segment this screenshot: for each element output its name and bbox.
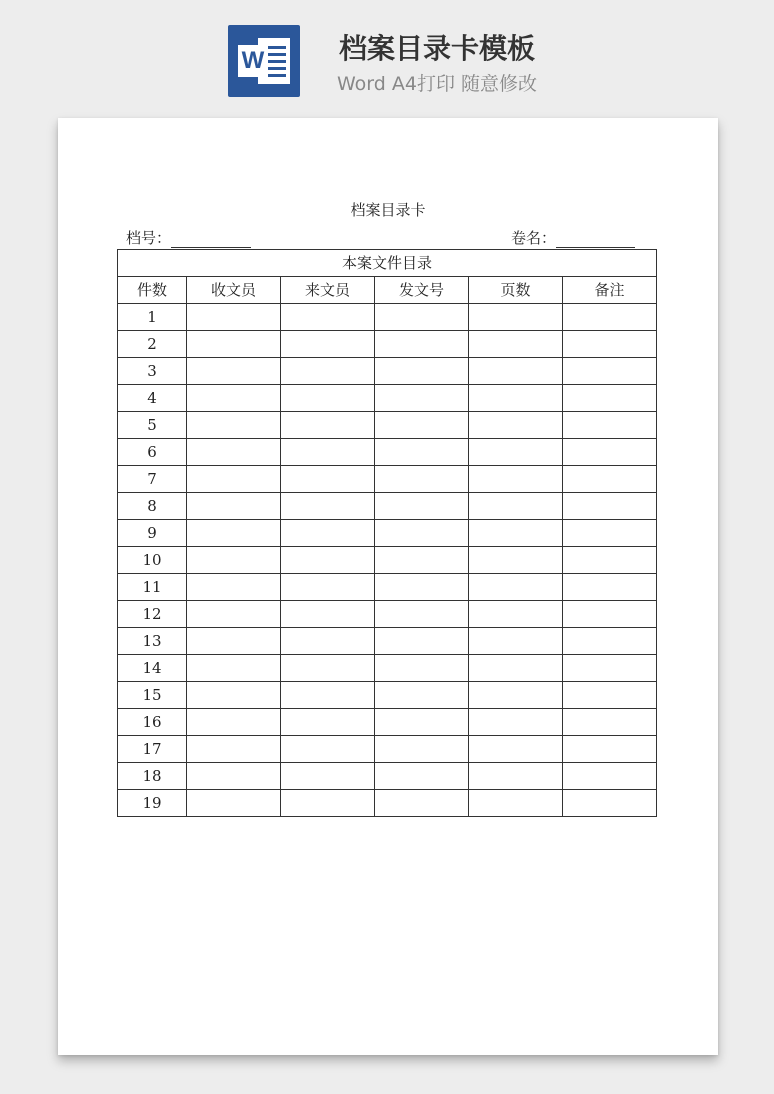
empty-cell[interactable]	[563, 439, 657, 466]
empty-cell[interactable]	[187, 358, 281, 385]
row-number-cell: 10	[118, 547, 187, 574]
empty-cell[interactable]	[375, 385, 469, 412]
empty-cell[interactable]	[281, 709, 375, 736]
empty-cell[interactable]	[563, 601, 657, 628]
row-number-cell: 18	[118, 763, 187, 790]
empty-cell[interactable]	[469, 331, 563, 358]
empty-cell[interactable]	[187, 385, 281, 412]
empty-cell[interactable]	[469, 709, 563, 736]
header-pages: 页数	[469, 277, 563, 304]
empty-cell[interactable]	[375, 547, 469, 574]
empty-cell[interactable]	[469, 385, 563, 412]
row-number-cell: 16	[118, 709, 187, 736]
table-row	[118, 520, 657, 547]
word-letter-icon: W	[238, 45, 268, 77]
empty-cell[interactable]	[375, 709, 469, 736]
row-number-cell: 17	[118, 736, 187, 763]
empty-cell[interactable]	[281, 304, 375, 331]
empty-cell[interactable]	[187, 574, 281, 601]
table-header-row	[118, 277, 657, 304]
empty-cell[interactable]	[281, 331, 375, 358]
table-row	[118, 385, 657, 412]
empty-cell[interactable]	[375, 304, 469, 331]
empty-cell[interactable]	[375, 439, 469, 466]
row-number-cell: 7	[118, 466, 187, 493]
row-number-cell: 5	[118, 412, 187, 439]
empty-cell[interactable]	[187, 493, 281, 520]
table-row	[118, 493, 657, 520]
table-caption: 本案文件目录	[118, 250, 657, 277]
document-page	[58, 118, 718, 1055]
empty-cell[interactable]	[469, 412, 563, 439]
header-receiver: 收文员	[187, 277, 281, 304]
empty-cell[interactable]	[375, 358, 469, 385]
empty-cell[interactable]	[187, 790, 281, 817]
header-count: 件数	[118, 277, 187, 304]
empty-cell[interactable]	[563, 763, 657, 790]
row-number-cell: 4	[118, 385, 187, 412]
empty-cell[interactable]	[469, 574, 563, 601]
file-number-blank	[171, 231, 251, 248]
empty-cell[interactable]	[187, 547, 281, 574]
header-remarks: 备注	[563, 277, 657, 304]
empty-cell[interactable]	[563, 466, 657, 493]
empty-cell[interactable]	[187, 439, 281, 466]
row-number-cell: 3	[118, 358, 187, 385]
empty-cell[interactable]	[375, 493, 469, 520]
empty-cell[interactable]	[469, 790, 563, 817]
empty-cell[interactable]	[469, 520, 563, 547]
table-row	[118, 736, 657, 763]
table-row	[118, 331, 657, 358]
template-title: 档案目录卡模板	[338, 32, 535, 65]
empty-cell[interactable]	[375, 331, 469, 358]
empty-cell[interactable]	[563, 412, 657, 439]
empty-cell[interactable]	[187, 628, 281, 655]
empty-cell[interactable]	[563, 682, 657, 709]
empty-cell[interactable]	[187, 736, 281, 763]
card-title: 档案目录卡	[350, 201, 426, 219]
empty-cell[interactable]	[563, 655, 657, 682]
header-sender: 来文员	[281, 277, 375, 304]
row-number-cell: 6	[118, 439, 187, 466]
empty-cell[interactable]	[469, 304, 563, 331]
table-row	[118, 439, 657, 466]
file-number-label: 档号：	[126, 229, 172, 247]
row-number-cell: 14	[118, 655, 187, 682]
file-number-field	[126, 228, 251, 248]
empty-cell[interactable]	[469, 628, 563, 655]
empty-cell[interactable]	[563, 547, 657, 574]
table-row	[118, 763, 657, 790]
empty-cell[interactable]	[469, 547, 563, 574]
row-number-cell: 9	[118, 520, 187, 547]
empty-cell[interactable]	[375, 412, 469, 439]
word-app-icon	[228, 25, 300, 97]
empty-cell[interactable]	[187, 304, 281, 331]
empty-cell[interactable]	[563, 736, 657, 763]
empty-cell[interactable]	[563, 628, 657, 655]
empty-cell[interactable]	[281, 547, 375, 574]
empty-cell[interactable]	[187, 682, 281, 709]
empty-cell[interactable]	[375, 466, 469, 493]
empty-cell[interactable]	[563, 709, 657, 736]
empty-cell[interactable]	[375, 763, 469, 790]
empty-cell[interactable]	[281, 763, 375, 790]
table-row	[118, 412, 657, 439]
volume-name-label: 卷名：	[511, 229, 557, 247]
row-number-cell: 8	[118, 493, 187, 520]
table-row	[118, 574, 657, 601]
row-number-cell: 19	[118, 790, 187, 817]
empty-cell[interactable]	[281, 790, 375, 817]
empty-cell[interactable]	[469, 763, 563, 790]
empty-cell[interactable]	[281, 466, 375, 493]
empty-cell[interactable]	[187, 466, 281, 493]
empty-cell[interactable]	[375, 520, 469, 547]
template-subtitle: Word A4打印 随意修改	[336, 73, 537, 95]
empty-cell[interactable]	[563, 304, 657, 331]
empty-cell[interactable]	[375, 736, 469, 763]
empty-cell[interactable]	[187, 331, 281, 358]
table-row	[118, 790, 657, 817]
table-row	[118, 655, 657, 682]
empty-cell[interactable]	[187, 763, 281, 790]
empty-cell[interactable]	[563, 520, 657, 547]
empty-cell[interactable]	[281, 358, 375, 385]
empty-cell[interactable]	[187, 412, 281, 439]
empty-cell[interactable]	[281, 574, 375, 601]
empty-cell[interactable]	[375, 574, 469, 601]
empty-cell[interactable]	[281, 520, 375, 547]
empty-cell[interactable]	[563, 574, 657, 601]
empty-cell[interactable]	[281, 493, 375, 520]
table-row	[118, 628, 657, 655]
empty-cell[interactable]	[187, 655, 281, 682]
table-row	[118, 547, 657, 574]
empty-cell[interactable]	[469, 466, 563, 493]
empty-cell[interactable]	[187, 520, 281, 547]
empty-cell[interactable]	[281, 628, 375, 655]
table-row	[118, 358, 657, 385]
empty-cell[interactable]	[469, 601, 563, 628]
empty-cell[interactable]	[281, 736, 375, 763]
empty-cell[interactable]	[187, 601, 281, 628]
empty-cell[interactable]	[375, 790, 469, 817]
row-number-cell: 1	[118, 304, 187, 331]
empty-cell[interactable]	[563, 493, 657, 520]
table-row	[118, 709, 657, 736]
row-number-cell: 15	[118, 682, 187, 709]
row-number-cell: 13	[118, 628, 187, 655]
empty-cell[interactable]	[281, 601, 375, 628]
table-row	[118, 601, 657, 628]
row-number-cell: 2	[118, 331, 187, 358]
empty-cell[interactable]	[563, 331, 657, 358]
empty-cell[interactable]	[375, 655, 469, 682]
empty-cell[interactable]	[281, 412, 375, 439]
table-row	[118, 682, 657, 709]
volume-name-field	[511, 228, 635, 248]
empty-cell[interactable]	[469, 736, 563, 763]
empty-cell[interactable]	[469, 493, 563, 520]
empty-cell[interactable]	[281, 385, 375, 412]
empty-cell[interactable]	[469, 358, 563, 385]
header-doc-number: 发文号	[375, 277, 469, 304]
volume-name-blank	[556, 231, 635, 248]
catalog-table	[117, 249, 657, 817]
empty-cell[interactable]	[375, 601, 469, 628]
row-number-cell: 12	[118, 601, 187, 628]
empty-cell[interactable]	[281, 655, 375, 682]
empty-cell[interactable]	[469, 682, 563, 709]
empty-cell[interactable]	[281, 439, 375, 466]
empty-cell[interactable]	[375, 628, 469, 655]
empty-cell[interactable]	[563, 790, 657, 817]
empty-cell[interactable]	[469, 439, 563, 466]
table-row	[118, 466, 657, 493]
empty-cell[interactable]	[563, 358, 657, 385]
table-row	[118, 304, 657, 331]
empty-cell[interactable]	[563, 385, 657, 412]
empty-cell[interactable]	[281, 682, 375, 709]
empty-cell[interactable]	[469, 655, 563, 682]
row-number-cell: 11	[118, 574, 187, 601]
empty-cell[interactable]	[375, 682, 469, 709]
empty-cell[interactable]	[187, 709, 281, 736]
